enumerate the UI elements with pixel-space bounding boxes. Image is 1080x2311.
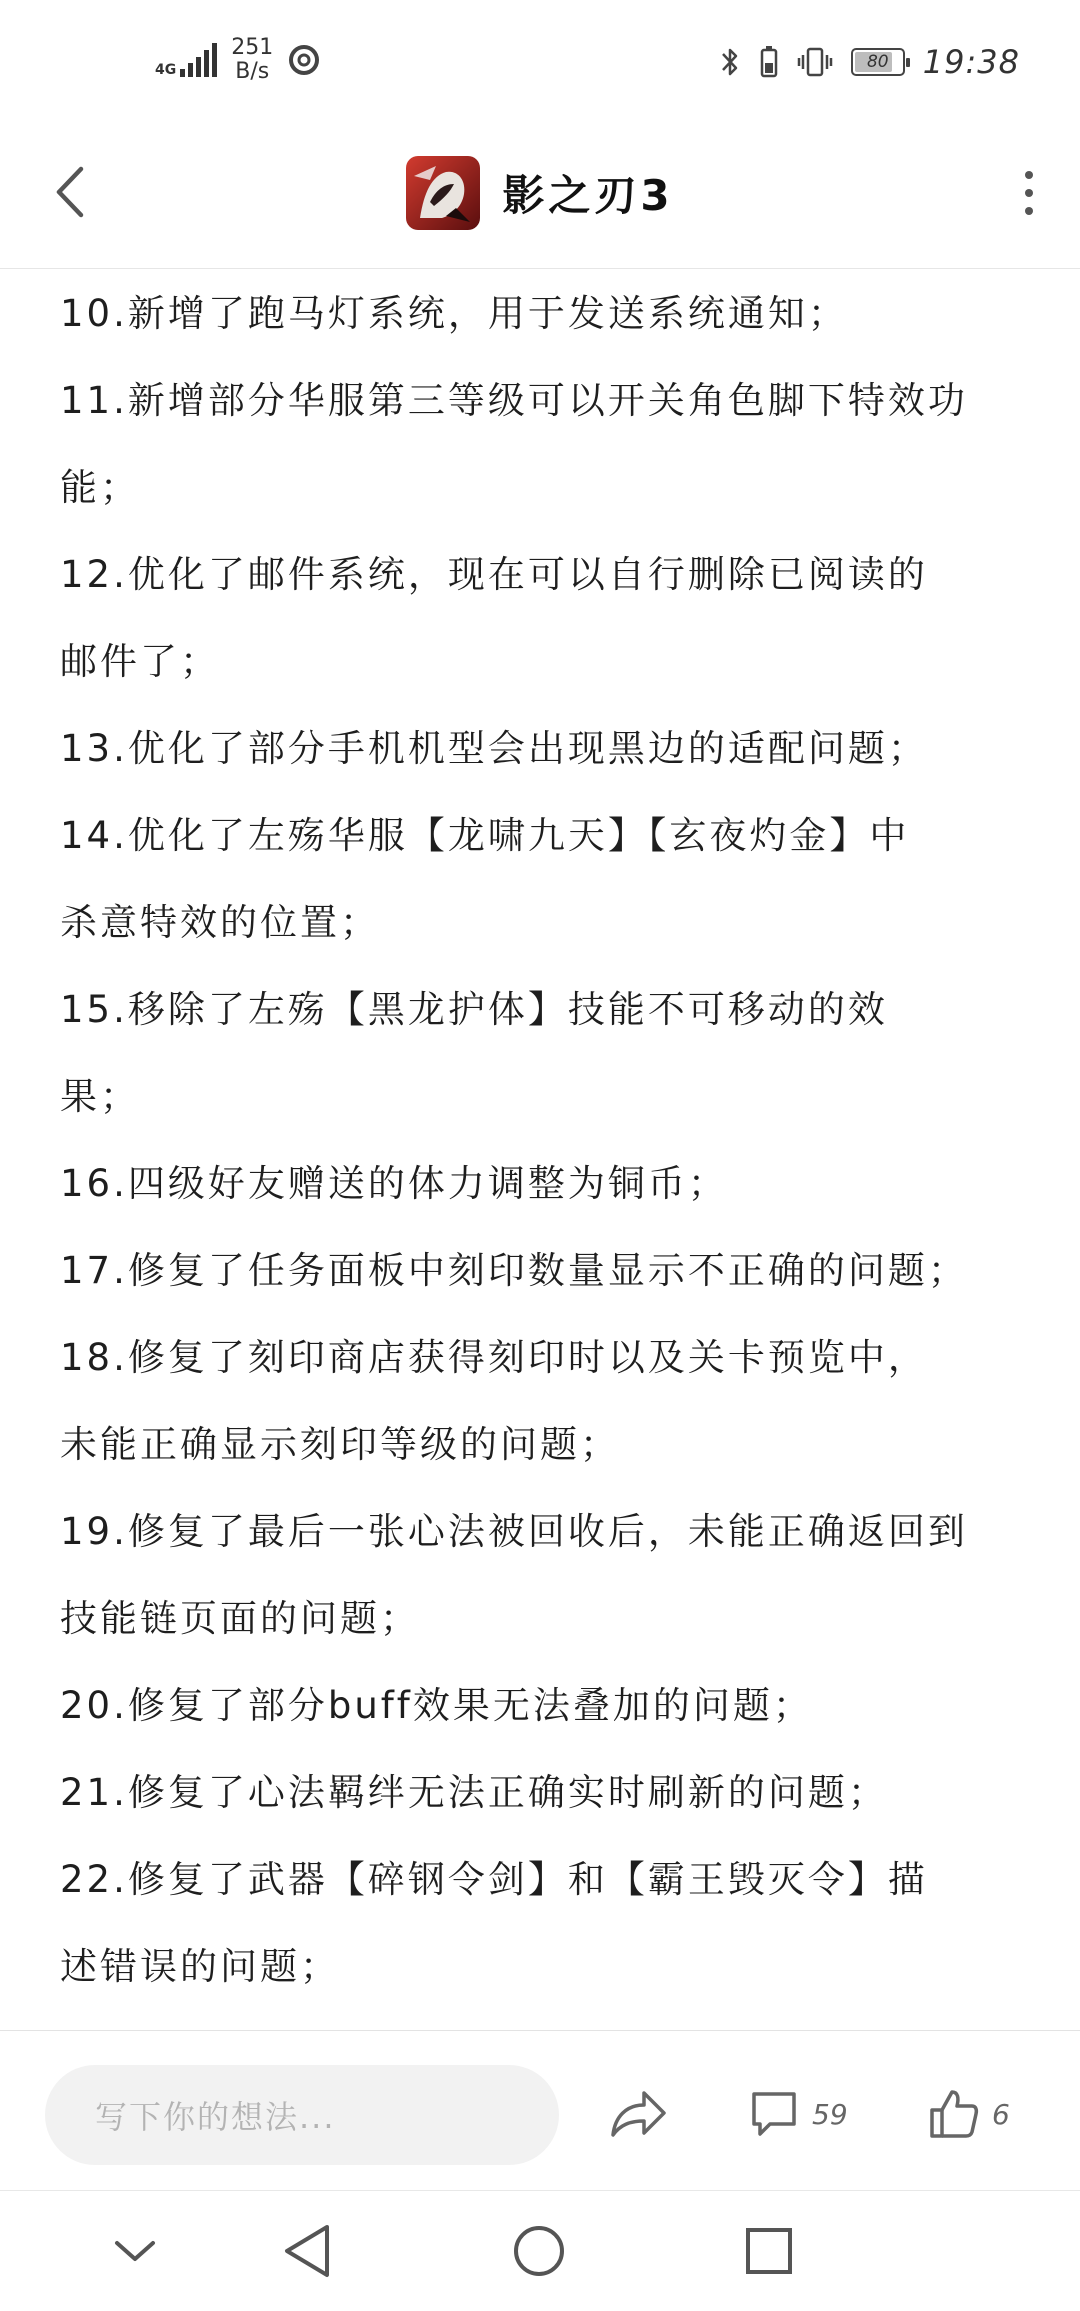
bluetooth-icon [719,45,741,79]
article-line: 11.新增部分华服第三等级可以开关角色脚下特效功 [60,379,968,422]
like-count: 6 [992,2097,1010,2131]
title-group[interactable] [0,148,1080,238]
article-line: 技能链页面的问题； [60,1597,420,1640]
signal-icon [180,43,217,77]
system-nav-bar [0,2190,1080,2311]
battery-icon [851,48,905,76]
share-button[interactable] [608,2079,670,2149]
clock: 19:38 [922,43,1020,81]
thumbs-up-icon [928,2088,980,2140]
article-line: 12.优化了邮件系统，现在可以自行删除已阅读的 [60,553,928,596]
speed-value: 251 [231,35,274,60]
hide-keyboard-button[interactable] [90,2213,180,2289]
article-line: 16.四级好友赠送的体力调整为铜币； [60,1162,728,1205]
article-line: 杀意特效的位置； [60,901,380,944]
article-line: 述错误的问题； [60,1945,340,1988]
article-line: 果； [60,1075,140,1118]
comment-icon [748,2088,800,2140]
nav-back-button[interactable] [262,2213,352,2289]
battery-saver-icon [759,45,779,79]
status-bar [0,0,1080,120]
status-left [155,34,321,86]
article-line: 13.优化了部分手机机型会出现黑边的适配问题； [60,727,928,770]
share-icon [608,2087,670,2141]
article-line: 邮件了； [60,640,220,683]
network-speed [231,36,273,84]
article-line: 20.修复了部分buff效果无法叠加的问题； [60,1684,813,1727]
circle-home-icon [511,2223,567,2279]
cell-signal [155,43,217,77]
triangle-back-icon [281,2223,333,2279]
comment-placeholder: 写下你的想法... [95,2098,336,2136]
nav-home-button[interactable] [494,2213,584,2289]
game-icon [406,156,480,230]
nav-recents-button[interactable] [724,2213,814,2289]
comment-bar [0,2030,1080,2191]
battery-level: 80 [866,52,889,72]
article-body [60,270,1020,2030]
like-button[interactable] [928,2079,1010,2149]
article-line: 17.修复了任务面板中刻印数量显示不正确的问题； [60,1249,968,1292]
article-line: 18.修复了刻印商店获得刻印时以及关卡预览中， [60,1336,928,1379]
vibrate-icon [797,45,833,79]
more-options-button[interactable] [1014,160,1044,226]
article-line: 19.修复了最后一张心法被回收后，未能正确返回到 [60,1510,968,1553]
page-title: 影之刃3 [502,171,674,220]
app-bar [0,120,1080,269]
netease-music-icon [287,43,321,77]
chevron-down-icon [113,2238,157,2264]
article-line: 21.修复了心法羁绊无法正确实时刷新的问题； [60,1771,888,1814]
comment-count: 59 [812,2097,848,2131]
network-type: 4G [155,62,177,78]
article-line: 未能正确显示刻印等级的问题； [60,1423,620,1466]
speed-unit: B/s [235,59,270,84]
square-recents-icon [743,2225,795,2277]
vertical-ellipsis-icon [1025,171,1033,179]
article-line: 10.新增了跑马灯系统，用于发送系统通知； [60,292,848,335]
article-line: 15.移除了左殇【黑龙护体】技能不可移动的效 [60,988,888,1031]
status-right [719,38,1020,86]
article-line: 14.优化了左殇华服【龙啸九天】【玄夜灼金】中 [60,814,910,857]
comments-button[interactable] [748,2079,848,2149]
article-line: 22.修复了武器【碎钢令剑】和【霸王毁灭令】描 [60,1858,928,1901]
comment-input[interactable] [45,2065,559,2165]
article-line: 能； [60,466,140,509]
